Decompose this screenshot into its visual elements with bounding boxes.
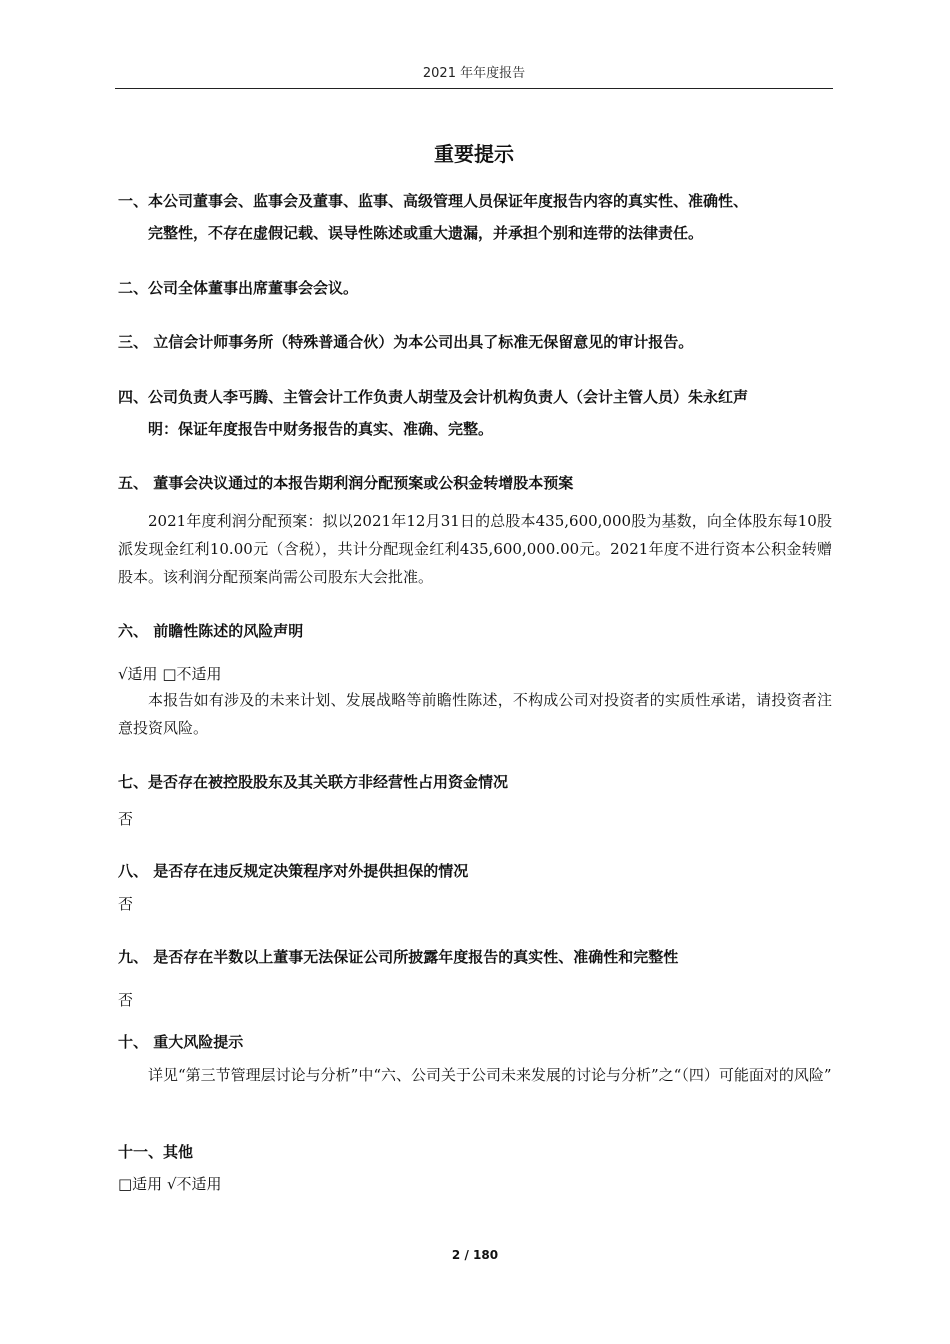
- running-header: 2021 年年度报告: [422, 66, 526, 81]
- section-1-line-2: 完整性，不存在虚假记载、误导性陈述或重大遗漏，并承担个别和连带的法律责任。: [148, 224, 704, 242]
- section-2: 二、公司全体董事出席董事会会议。: [118, 279, 359, 297]
- section-11-applicability: □适用 √不适用: [118, 1175, 222, 1193]
- section-9-answer: 否: [118, 991, 134, 1009]
- section-10-heading: 十、 重大风险提示: [118, 1033, 244, 1051]
- section-6-body: 本报告如有涉及的未来计划、发展战略等前瞻性陈述，不构成公司对投资者的实质性承诺，请投资者注意投资风险。: [118, 691, 832, 737]
- section-4-line-2: 明：保证年度报告中财务报告的真实、准确、完整。: [148, 420, 494, 438]
- section-7-heading: 七、是否存在被控股股东及其关联方非经营性占用资金情况: [118, 773, 509, 791]
- section-3: 三、 立信会计师事务所（特殊普通合伙）为本公司出具了标准无保留意见的审计报告。: [118, 333, 694, 351]
- section-5-heading: 五、 董事会决议通过的本报告期利润分配预案或公积金转增股本预案: [118, 474, 574, 492]
- section-6-applicability: √适用 □不适用: [118, 665, 222, 683]
- header-divider: [115, 88, 833, 89]
- section-9-heading: 九、 是否存在半数以上董事无法保证公司所披露年度报告的真实性、准确性和完整性: [118, 948, 679, 966]
- section-7-answer: 否: [118, 810, 134, 828]
- section-6-heading: 六、 前瞻性陈述的风险声明: [118, 622, 304, 640]
- section-5-body: 2021年度利润分配预案：拟以2021年12月31日的总股本435,600,000股为基数，向全体股东每10股派发现金红利10.00元（含税），共计分配现金红利435,600,000.00元。2021年度不进行资本公积金转赠股本。该利润分配预案尚需公司股东大会批准。: [118, 512, 832, 586]
- section-8-heading: 八、 是否存在违反规定决策程序对外提供担保的情况: [118, 862, 469, 880]
- section-10-body: 详见“第三节管理层讨论与分析”中“六、公司关于公司未来发展的讨论与分析”之“（四）可能面对的风险”: [148, 1066, 832, 1084]
- section-4-line-1: 四、公司负责人李丐腾、主管会计工作负责人胡莹及会计机构负责人（会计主管人员）朱永红声: [118, 388, 749, 406]
- section-1-line-1: 一、本公司董事会、监事会及董事、监事、高级管理人员保证年度报告内容的真实性、准确性、: [118, 192, 749, 210]
- section-8-answer: 否: [118, 895, 134, 913]
- page-number: 2 / 180: [451, 1248, 499, 1262]
- page-title: 重要提示: [434, 142, 514, 166]
- section-11-heading: 十一、其他: [118, 1143, 194, 1161]
